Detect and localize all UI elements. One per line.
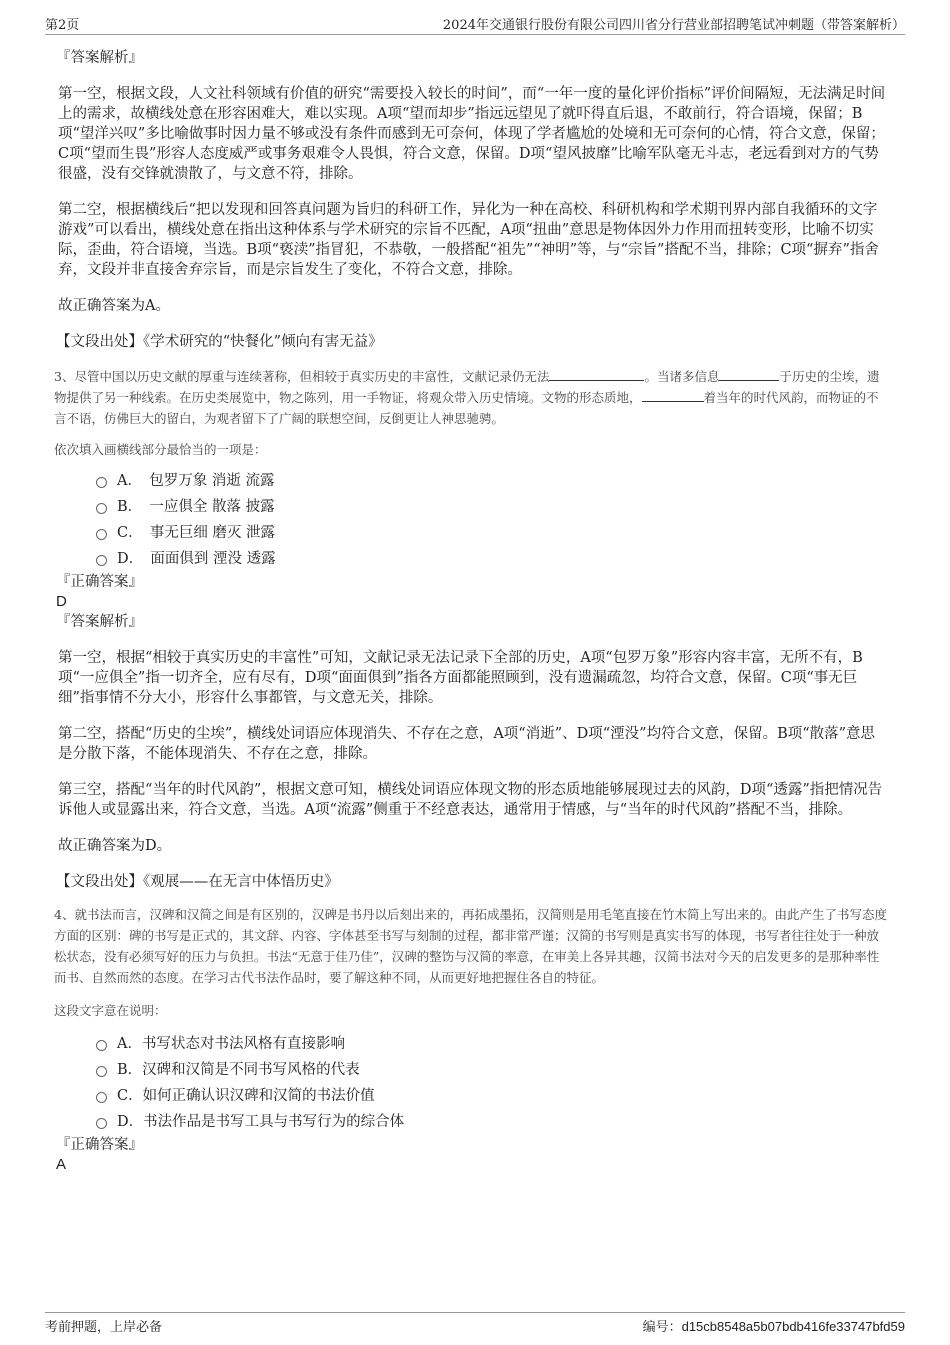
document-body xyxy=(54,48,888,1175)
analysis-paragraph: 第二空，搭配“历史的尘埃”，横线处词语应体现消失、不存在之意，A项“消逝”、D项“湮没”均符合文意，保留。B项“散落”意思是分散下落，不能体现消失、不存在之意，排除。 xyxy=(58,726,876,762)
question-prompt: 依次填入画横线部分最恰当的一项是： xyxy=(54,442,267,457)
blank-2 xyxy=(719,368,779,381)
option-a[interactable]: A． 包罗万象 消逝 流露 xyxy=(96,468,888,494)
option-a[interactable]: A．书写状态对书法风格有直接影响 xyxy=(96,1031,888,1057)
conclusion: 故正确答案为A。 xyxy=(58,298,170,314)
page-number: 第2页 xyxy=(45,18,80,33)
radio-icon[interactable] xyxy=(96,529,107,540)
blank-3 xyxy=(642,389,704,402)
analysis-paragraph: 第一空，根据文段，人文社科领域有价值的研究“需要投入较长的时间”，而“一年一度的量化评价指标”评价间隔短，无法满足时间上的需求，故横线处意在形容困难大，难以实现。A项“望而却步”指远远望见了就吓得直后退，不敢前行，符合语境，保留；B项“望洋兴叹”多比喻做事时因力量不够或没有条件而感到无可奈何，体现了学者尴尬的处境和无可奈何的心情，符合文意，保留；C项“望而生畏”形容人态度威严或事务艰难令人畏惧，符合文意，保留。D项“望风披靡”比喻军队毫无斗志，老远看到对方的气势很盛，没有交锋就溃散了，与文意不符，排除。 xyxy=(58,86,886,182)
blank-1 xyxy=(549,368,644,381)
correct-answer-label: 『正确答案』 xyxy=(56,1137,143,1153)
analysis-paragraph: 第一空，根据“相较于真实历史的丰富性”可知，文献记录无法记录下全部的历史，A项“包罗万象”形容内容丰富，无所不有，B项“一应俱全”指一切齐全，应有尽有，D项“面面俱到”指各方面都能照顾到，没有遗漏疏忽，均符合文意，保留。C项“事无巨细”指事情不分大小，形容什么事都管，与文意无关，排除。 xyxy=(58,650,863,706)
option-c[interactable]: C．如何正确认识汉碑和汉简的书法价值 xyxy=(96,1083,888,1109)
correct-answer: A xyxy=(56,1156,67,1173)
option-b[interactable]: B．汉碑和汉简是不同书写风格的代表 xyxy=(96,1057,888,1083)
analysis-label: 『答案解析』 xyxy=(56,614,143,630)
footer-slogan: 考前押题，上岸必备 xyxy=(45,1320,163,1335)
page-footer xyxy=(45,1312,905,1335)
radio-icon[interactable] xyxy=(96,555,107,566)
option-d[interactable]: D．书法作品是书写工具与书写行为的综合体 xyxy=(96,1109,888,1135)
radio-icon[interactable] xyxy=(96,1066,107,1077)
radio-icon[interactable] xyxy=(96,503,107,514)
radio-icon[interactable] xyxy=(96,1040,107,1051)
analysis-paragraph: 第二空，根据横线后“把以发现和回答真问题为旨归的科研工作，异化为一种在高校、科研机构和学术期刊界内部自我循环的文字游戏”可以看出，横线处意在指出这种体系与学术研究的宗旨不匹配，A项“扭曲”意思是物体因外力作用而扭转变形，比喻不切实际，歪曲，符合语境，当选。B项“亵渎”指冒犯，不恭敬，一般搭配“祖先”“神明”等，与“宗旨”搭配不当，排除；C项“摒弃”指舍弃，文段并非直接舍弃宗旨，而是宗旨发生了变化，不符合文意，排除。 xyxy=(58,202,879,278)
option-b[interactable]: B． 一应俱全 散落 披露 xyxy=(96,494,888,520)
correct-answer: D xyxy=(56,593,67,610)
source-citation: 【文段出处】《观展——在无言中体悟历史》 xyxy=(56,874,339,890)
question-4-text: 4、就书法而言，汉碑和汉简之间是有区别的，汉碑是书丹以后刻出来的，再拓成墨拓，汉简则是用毛笔直接在竹木简上写出来的。由此产生了书写态度方面的区别：碑的书写是正式的，其文辞、内容、字体甚至书写与刻制的过程，都非常严谨；汉简的书写则是真实书写的体现，书写者往往处于一种放松状态，没有必须写好的压力与负担。书法“无意于佳乃佳”，汉碑的整饬与汉简的率意，在审美上各异其趣，汉简书法对今天的启发更多的是那种率性而书、自然而然的态度。在学习古代书法作品时，要了解这种不同，从而更好地把握住各自的特征。 xyxy=(54,907,887,985)
page-header xyxy=(45,12,905,35)
question-prompt: 这段文字意在说明： xyxy=(54,1003,167,1018)
document-code: 编号：d15cb8548a5b07bdb416fe33747bfd59 xyxy=(642,1319,905,1335)
conclusion: 故正确答案为D。 xyxy=(58,838,172,854)
document-title: 2024年交通银行股份有限公司四川省分行营业部招聘笔试冲刺题（带答案解析） xyxy=(442,18,905,33)
radio-icon[interactable] xyxy=(96,1118,107,1129)
analysis-label: 『答案解析』 xyxy=(56,50,143,66)
radio-icon[interactable] xyxy=(96,477,107,488)
options-list xyxy=(96,468,888,572)
correct-answer-label: 『正确答案』 xyxy=(56,574,143,590)
source-citation: 【文段出处】《学术研究的“快餐化”倾向有害无益》 xyxy=(56,334,383,350)
options-list xyxy=(96,1031,888,1135)
option-d[interactable]: D． 面面俱到 湮没 透露 xyxy=(96,546,888,572)
analysis-paragraph: 第三空，搭配“当年的时代风韵”，根据文意可知，横线处词语应体现文物的形态质地能够展现过去的风韵，D项“透露”指把情况告诉他人或显露出来，符合文意，当选。A项“流露”侧重于不经意表达，通常用于情感，与“当年的时代风韵”搭配不当，排除。 xyxy=(58,782,883,818)
question-3-text: 3、尽管中国以历史文献的厚重与连续著称，但相较于真实历史的丰富性，文献记录仍无法 。当诸多信息 于历史的尘埃，遗物提供了另一种线索。在历史类展览中，物之陈列，用一手物证，将观众带入历史情境。文物的形态质地， 着当年的时代风韵，而物证的不言不语，仿佛巨大的留白，为观者留下了广阔的联想空间，反倒更让人神思驰骋。 xyxy=(54,369,880,426)
radio-icon[interactable] xyxy=(96,1092,107,1103)
option-c[interactable]: C． 事无巨细 磨灭 泄露 xyxy=(96,520,888,546)
